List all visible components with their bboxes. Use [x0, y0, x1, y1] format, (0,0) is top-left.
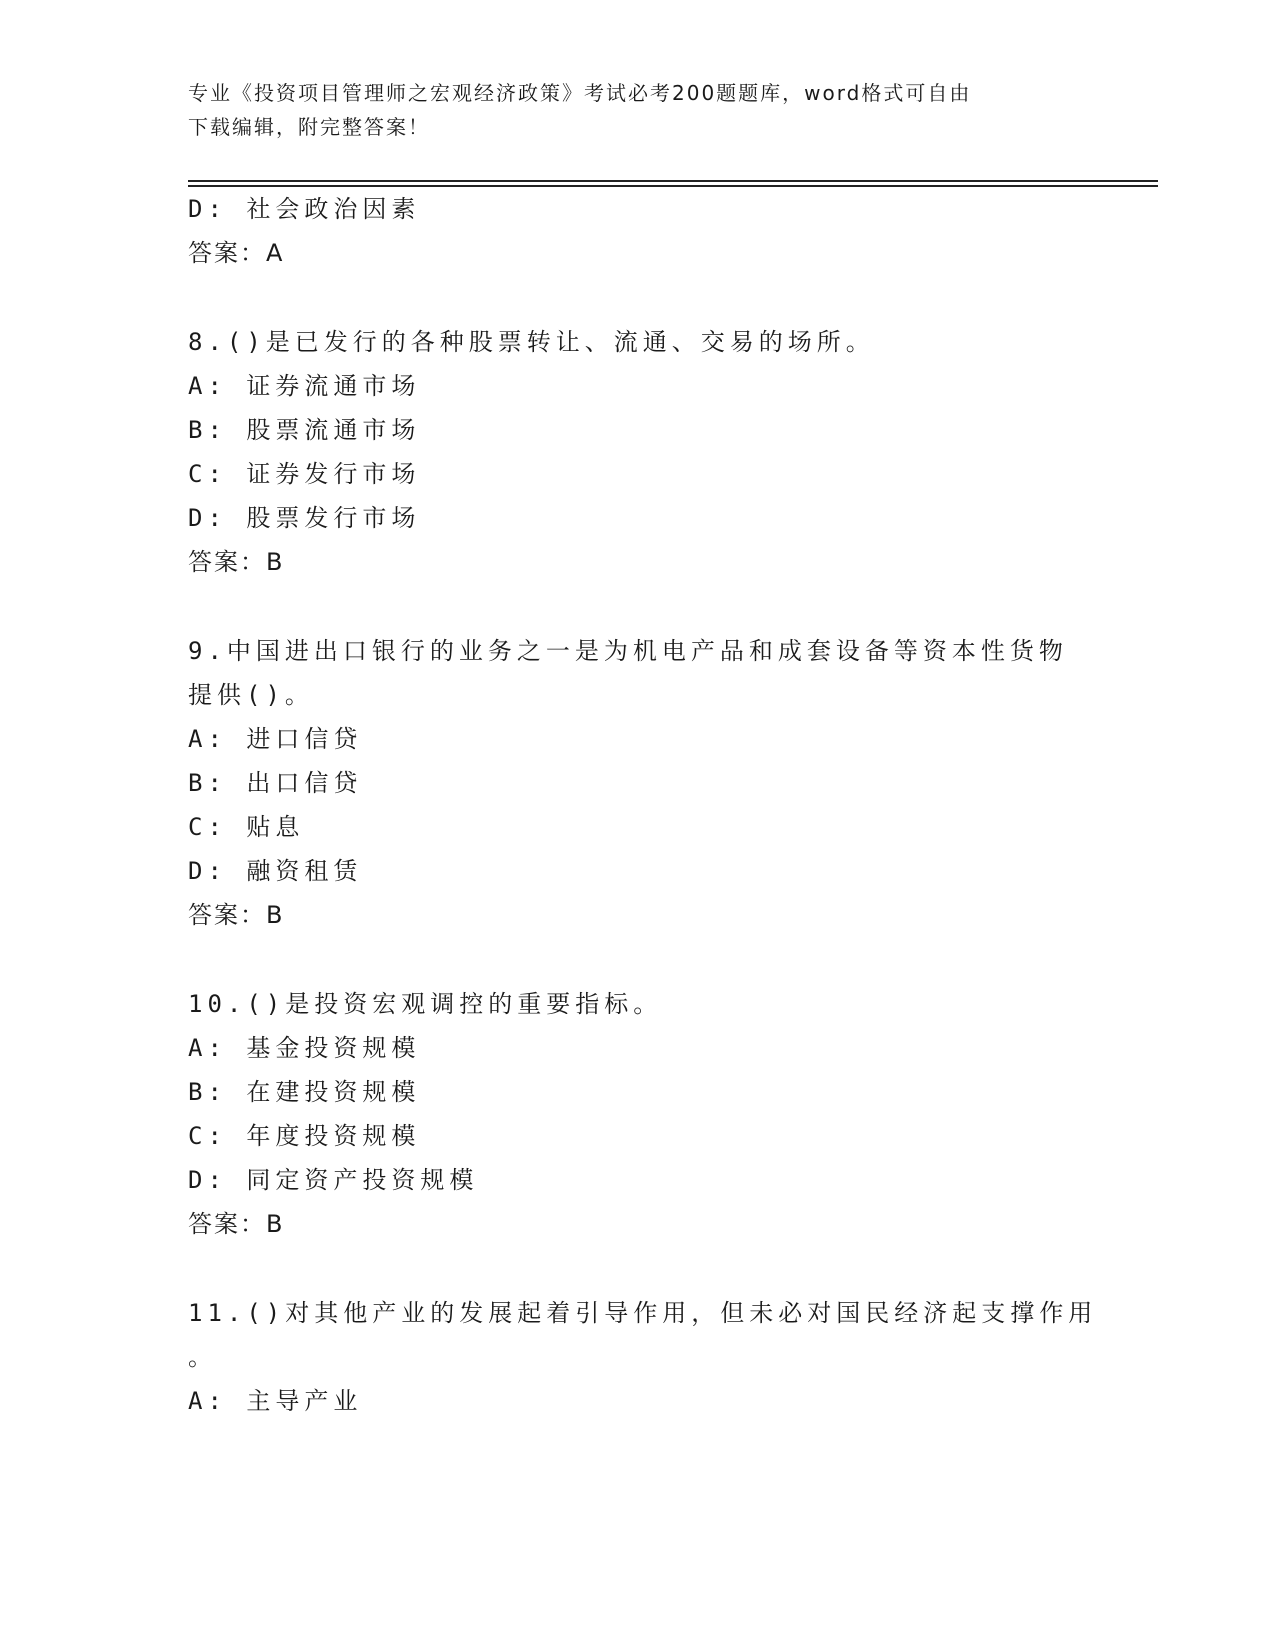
q9-answer: 答案：B	[188, 901, 285, 929]
q7-answer: 答案：A	[188, 239, 285, 267]
header-line-2: 下载编辑，附完整答案！	[188, 115, 430, 139]
q11-stem-line-1: 11.()对其他产业的发展起着引导作用，但未必对国民经济起支撑作用	[188, 1299, 1098, 1327]
q8-option-d: D: 股票发行市场	[188, 504, 421, 532]
q8-stem: 8.()是已发行的各种股票转让、流通、交易的场所。	[188, 328, 875, 356]
q8-answer: 答案：B	[188, 548, 285, 576]
q10-option-c: C: 年度投资规模	[188, 1122, 421, 1150]
q9-option-a: A: 进口信贷	[188, 725, 363, 753]
q11-stem-line-2: 。	[188, 1343, 217, 1371]
q7-option-d: D: 社会政治因素	[188, 195, 421, 223]
q9-stem-line-2: 提供()。	[188, 681, 314, 709]
q9-option-c: C: 贴息	[188, 813, 305, 841]
document-header	[188, 76, 1068, 144]
q8-option-a: A: 证券流通市场	[188, 372, 421, 400]
q11-option-a: A: 主导产业	[188, 1387, 363, 1415]
q10-option-d: D: 同定资产投资规模	[188, 1166, 479, 1194]
q10-answer: 答案：B	[188, 1210, 285, 1238]
q8-option-b: B: 股票流通市场	[188, 416, 421, 444]
q8-option-c: C: 证券发行市场	[188, 460, 421, 488]
q9-stem-line-1: 9.中国进出口银行的业务之一是为机电产品和成套设备等资本性货物	[188, 637, 1068, 665]
q10-stem: 10.()是投资宏观调控的重要指标。	[188, 990, 663, 1018]
header-divider-top	[188, 180, 1158, 182]
header-line-1: 专业《投资项目管理师之宏观经济政策》考试必考200题题库，word格式可自由	[188, 81, 972, 105]
q10-option-a: A: 基金投资规模	[188, 1034, 421, 1062]
header-divider-bottom	[188, 185, 1158, 187]
q9-option-b: B: 出口信贷	[188, 769, 363, 797]
q10-option-b: B: 在建投资规模	[188, 1078, 421, 1106]
q9-option-d: D: 融资租赁	[188, 857, 363, 885]
